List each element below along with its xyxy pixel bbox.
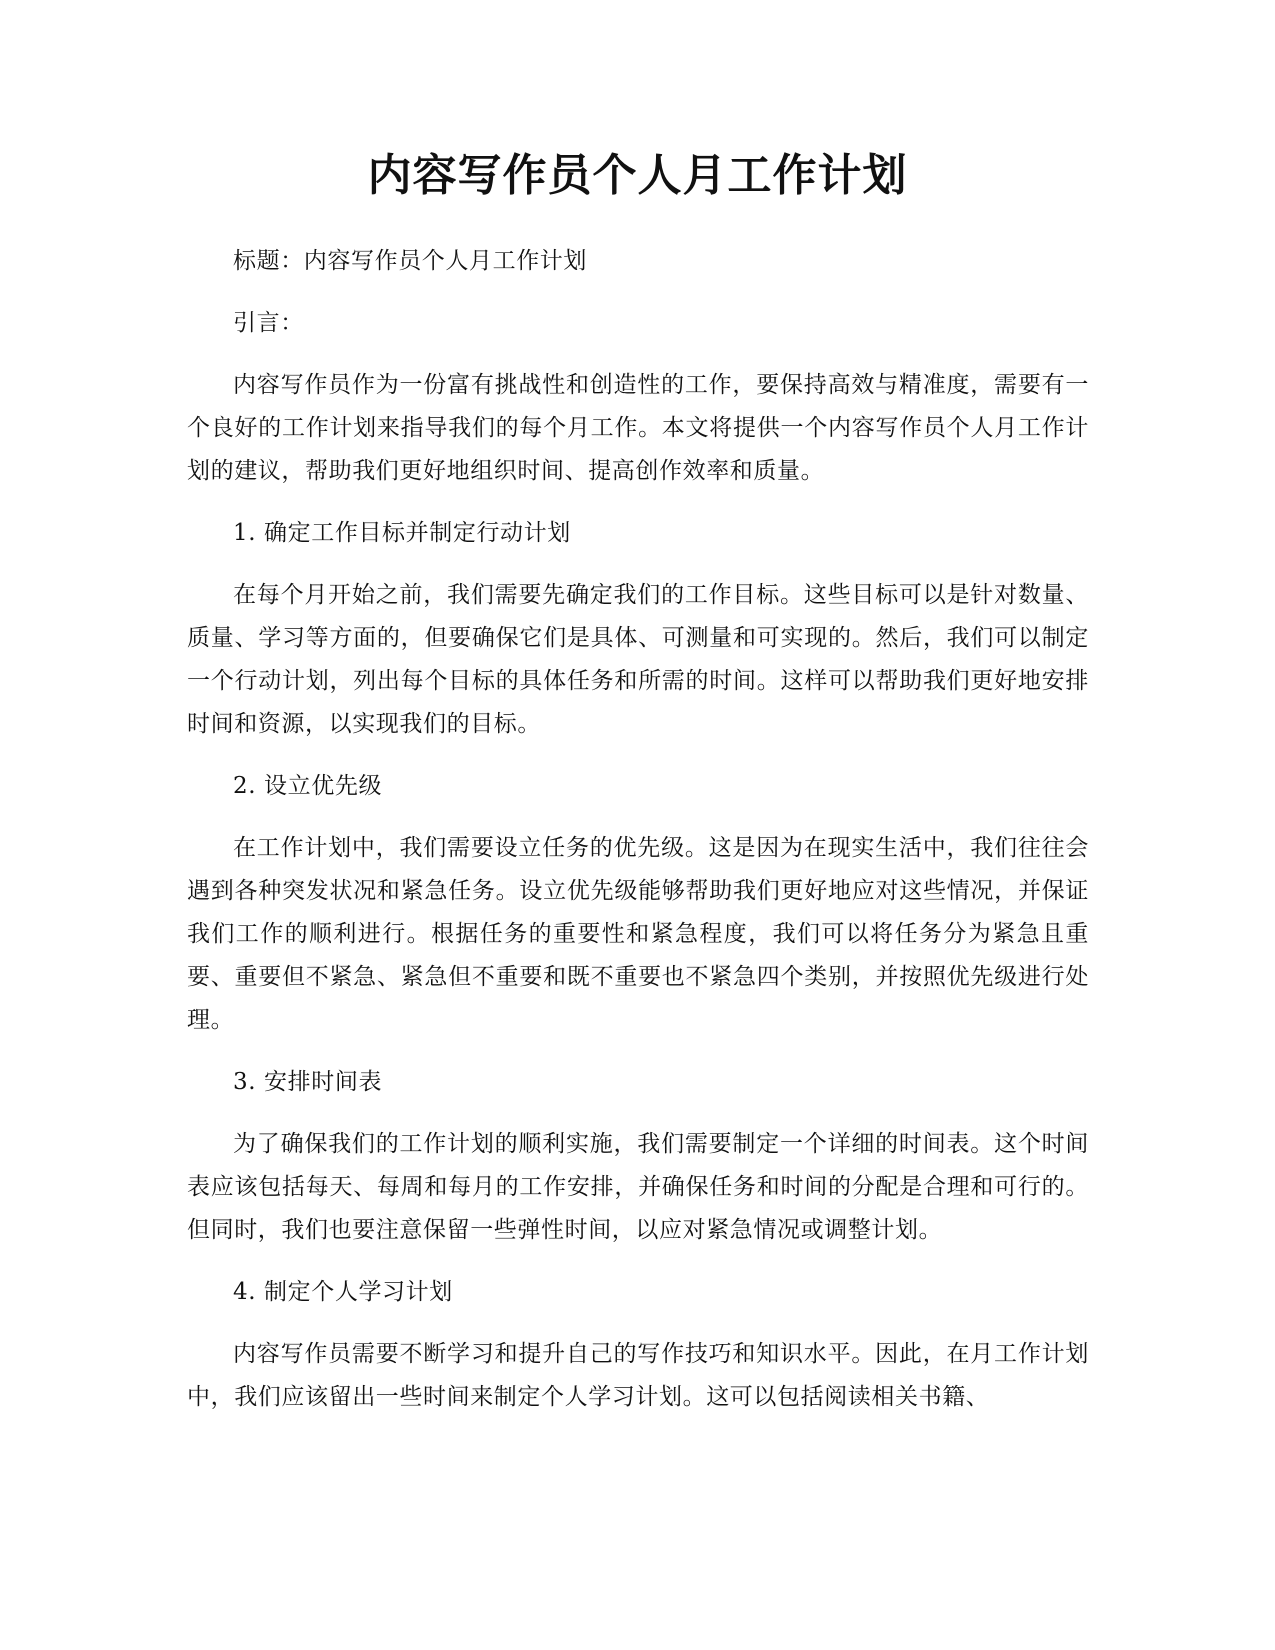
subtitle-line: 标题：内容写作员个人月工作计划 (233, 248, 587, 274)
section-heading-1: 1. 确定工作目标并制定行动计划 (233, 520, 571, 546)
section-body-1: 在每个月开始之前，我们需要先确定我们的工作目标。这些目标可以是针对数量、质量、学习等方面的，但要确保它们是具体、可测量和可实现的。然后，我们可以制定一个行动计划，列出每个目标的具体任务和所需的时间。这样可以帮助我们更好地安排时间和资源，以实现我们的目标。 (187, 582, 1089, 737)
section-heading-4: 4. 制定个人学习计划 (233, 1279, 453, 1305)
intro-paragraph: 内容写作员作为一份富有挑战性和创造性的工作，要保持高效与精准度，需要有一个良好的工作计划来指导我们的每个月工作。本文将提供一个内容写作员个人月工作计划的建议，帮助我们更好地组织时间、提高创作效率和质量。 (187, 372, 1089, 484)
document-title: 内容写作员个人月工作计划 (367, 150, 908, 201)
section-body-4: 内容写作员需要不断学习和提升自己的写作技巧和知识水平。因此，在月工作计划中，我们应该留出一些时间来制定个人学习计划。这可以包括阅读相关书籍、 (187, 1341, 1089, 1410)
section-heading-2: 2. 设立优先级 (233, 773, 383, 799)
intro-label: 引言： (233, 310, 304, 336)
section-body-3: 为了确保我们的工作计划的顺利实施，我们需要制定一个详细的时间表。这个时间表应该包括每天、每周和每月的工作安排，并确保任务和时间的分配是合理和可行的。但同时，我们也要注意保留一些弹性时间，以应对紧急情况或调整计划。 (187, 1131, 1089, 1243)
document-body (187, 240, 1089, 1438)
section-heading-3: 3. 安排时间表 (233, 1069, 383, 1095)
section-body-2: 在工作计划中，我们需要设立任务的优先级。这是因为在现实生活中，我们往往会遇到各种突发状况和紧急任务。设立优先级能够帮助我们更好地应对这些情况，并保证我们工作的顺利进行。根据任务的重要性和紧急程度，我们可以将任务分为紧急且重要、重要但不紧急、紧急但不重要和既不重要也不紧急四个类别，并按照优先级进行处理。 (187, 835, 1089, 1033)
